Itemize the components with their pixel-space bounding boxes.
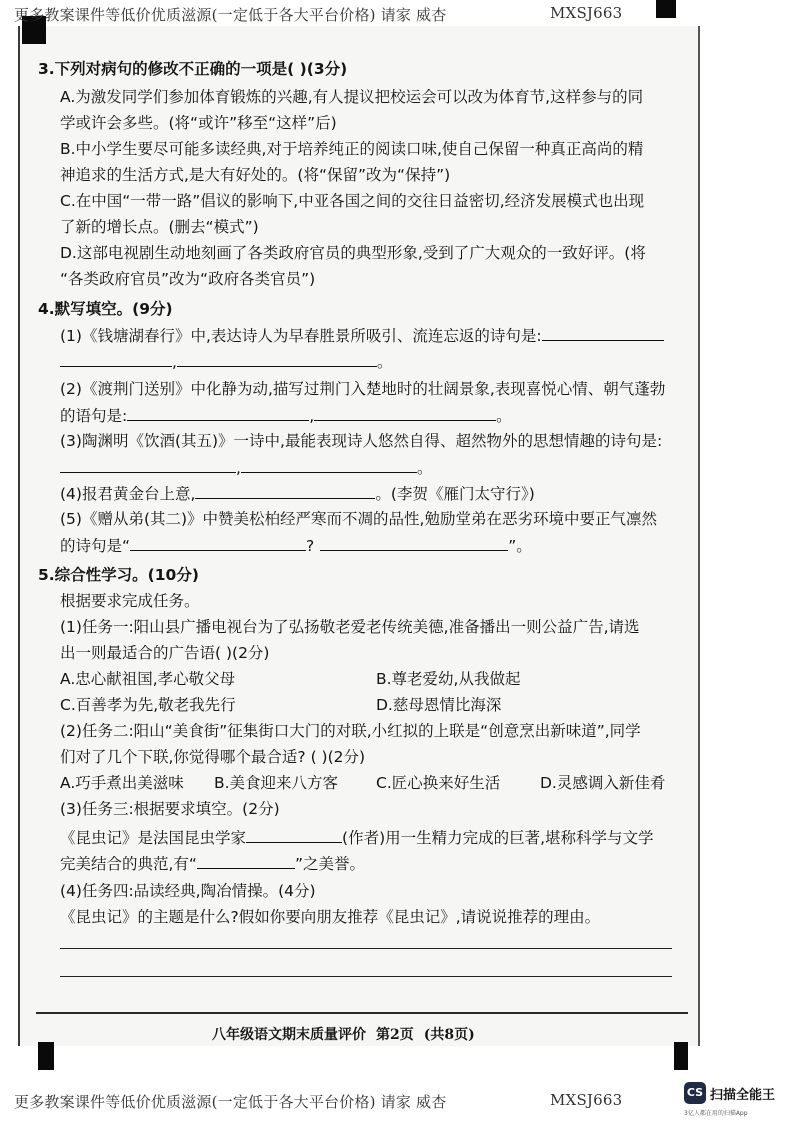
answer-blank[interactable] [177,348,377,367]
q5-task2-option-a[interactable]: A.巧手煮出美滋味 [60,774,184,792]
q4-item1-answer: , 。 [60,348,392,375]
q4-item2-line1: (2)《渡荆门送别》中化静为动,描写过荆门入楚地时的壮阔景象,表现喜悦心情、朝气蓬勃 [60,380,666,398]
answer-line[interactable] [60,976,672,977]
q5-task1-option-c[interactable]: C.百善孝为先,敬老我先行 [60,696,236,714]
q3-option-a-line2: 学或许会多些。(将“或许”移至“这样”后) [60,114,337,132]
promo-banner-code: MXSJ663 [550,1091,623,1109]
answer-blank[interactable] [314,402,496,421]
logo-name: 扫描全能王 [710,1088,776,1103]
q4-item3: (3)陶渊明《饮酒(其五)》一诗中,最能表现诗人悠然自得、超然物外的思想情趣的诗句是: [60,432,663,450]
q5-task4-question: 《昆虫记》的主题是什么?假如你要向朋友推荐《昆虫记》,请说说推荐的理由。 [60,908,601,926]
q5-task1-option-d[interactable]: D.慈母恩情比海深 [376,696,502,714]
q4-item4: (4)报君黄金台上意, 。(李贺《雁门太守行》) [60,480,535,507]
logo-tagline: 3亿人都在用的扫描App [684,1110,748,1117]
q5-task1-line2: 出一则最适合的广告语( )(2分) [60,644,270,662]
q3-option-c-line2: 了新的增长点。(删去“模式”) [60,218,259,236]
registration-mark-bottom-left [38,1042,54,1070]
promo-banner-text: 更多教案课件等低价优质滋源(一定低于各大平台价格) 请家 威杏 [14,6,447,24]
q3-option-a-line1: A.为激发同学们参加体育锻炼的兴趣,有人提议把校运会可以改为体育节,这样参与的同 [60,88,644,106]
q5-task2-option-c[interactable]: C.匠心换来好生活 [376,774,501,792]
q5-task2-line2: 们对了几个下联,你觉得哪个最合适? ( )(2分) [60,748,366,766]
page-border [36,1012,688,1014]
q3-option-d-line1: D.这部电视剧生动地刻画了各类政府官员的典型形象,受到了广大观众的一致好评。(将 [60,244,646,262]
answer-blank[interactable] [60,348,172,367]
answer-blank[interactable] [127,402,309,421]
q5-task4: (4)任务四:品读经典,陶冶情操。(4分) [60,882,316,900]
answer-blank[interactable] [542,322,664,341]
q5-task1-option-b[interactable]: B.尊老爱幼,从我做起 [376,670,521,688]
q5-task3: (3)任务三:根据要求填空。(2分) [60,800,280,818]
q3-stem: 3.下列对病句的修改不正确的一项是( )(3分) [38,60,348,78]
answer-blank[interactable] [246,824,342,843]
answer-blank[interactable] [241,454,417,473]
q5-task3-line1: 《昆虫记》是法国昆虫学家 (作者)用一生精力完成的巨著,堪称科学与文学 [60,824,654,851]
q5-task3-line2: 完美结合的典范,有“ ”之美誉。 [60,850,365,877]
answer-blank[interactable] [60,454,236,473]
q4-item5-line2: 的诗句是“ ? ”。 [60,532,532,559]
q3-option-b-line1: B.中小学生要尽可能多读经典,对于培养纯正的阅读口味,使自己保留一种真正高尚的精 [60,140,644,158]
page-footer [212,1024,475,1044]
q4-item5-line1: (5)《赠从弟(其二)》中赞美松柏经严寒而不凋的品性,勉励堂弟在恶劣环境中要正气凛然 [60,510,657,528]
answer-line[interactable] [60,948,672,949]
camscanner-icon: CS [684,1082,706,1104]
q3-option-c-line1: C.在中国“一带一路”倡议的影响下,中亚各国之间的交往日益密切,经济发展模式也出现 [60,192,645,210]
registration-mark-bottom-right [674,1042,688,1070]
q4-item3-answer: , 。 [60,454,432,481]
q5-task2-option-d[interactable]: D.灵感调入新佳肴 [540,774,666,792]
q3-option-b-line2: 神追求的生活方式,是大有好处的。(将“保留”改为“保持”) [60,166,451,184]
q5-task1-line1: (1)任务一:阳山县广播电视台为了弘扬敬老爱老传统美德,准备播出一则公益广告,请选 [60,618,640,636]
promo-banner-text: 更多教案课件等低价优质滋源(一定低于各大平台价格) 请家 威杏 [14,1093,447,1111]
q5-task1-option-a[interactable]: A.忠心献祖国,孝心敬父母 [60,670,236,688]
answer-blank[interactable] [320,532,508,551]
promo-banner-top [14,4,623,25]
q5-task2-line1: (2)任务二:阳山“美食街”征集街口大门的对联,小红拟的上联是“创意烹出新味道”,同学 [60,722,641,740]
q4-item1-prompt: (1)《钱塘湖春行》中,表达诗人为早春胜景所吸引、流连忘返的诗句是: [60,327,542,345]
q5-intro: 根据要求完成任务。 [60,592,200,610]
answer-blank[interactable] [130,532,306,551]
footer-title: 八年级语文期末质量评价 [212,1027,366,1043]
promo-banner-bottom [14,1091,623,1112]
answer-blank[interactable] [197,850,295,869]
q3-option-d-line2: “各类政府官员”改为“政府各类官员”) [60,270,316,288]
q4-item1 [60,322,664,349]
answer-blank[interactable] [195,480,375,499]
registration-mark-top-right [656,0,676,18]
q4-item2-line2: 的语句是: , 。 [60,402,512,429]
q5-stem: 5.综合性学习。(10分) [38,566,199,584]
q5-task2-option-b[interactable]: B.美食迎来八方客 [214,774,339,792]
promo-banner-code: MXSJ663 [550,4,623,22]
scanner-app-logo [684,1080,790,1120]
footer-page: 第2页 [376,1027,414,1043]
q4-stem: 4.默写填空。(9分) [38,300,173,318]
footer-total: (共8页) [423,1027,475,1043]
